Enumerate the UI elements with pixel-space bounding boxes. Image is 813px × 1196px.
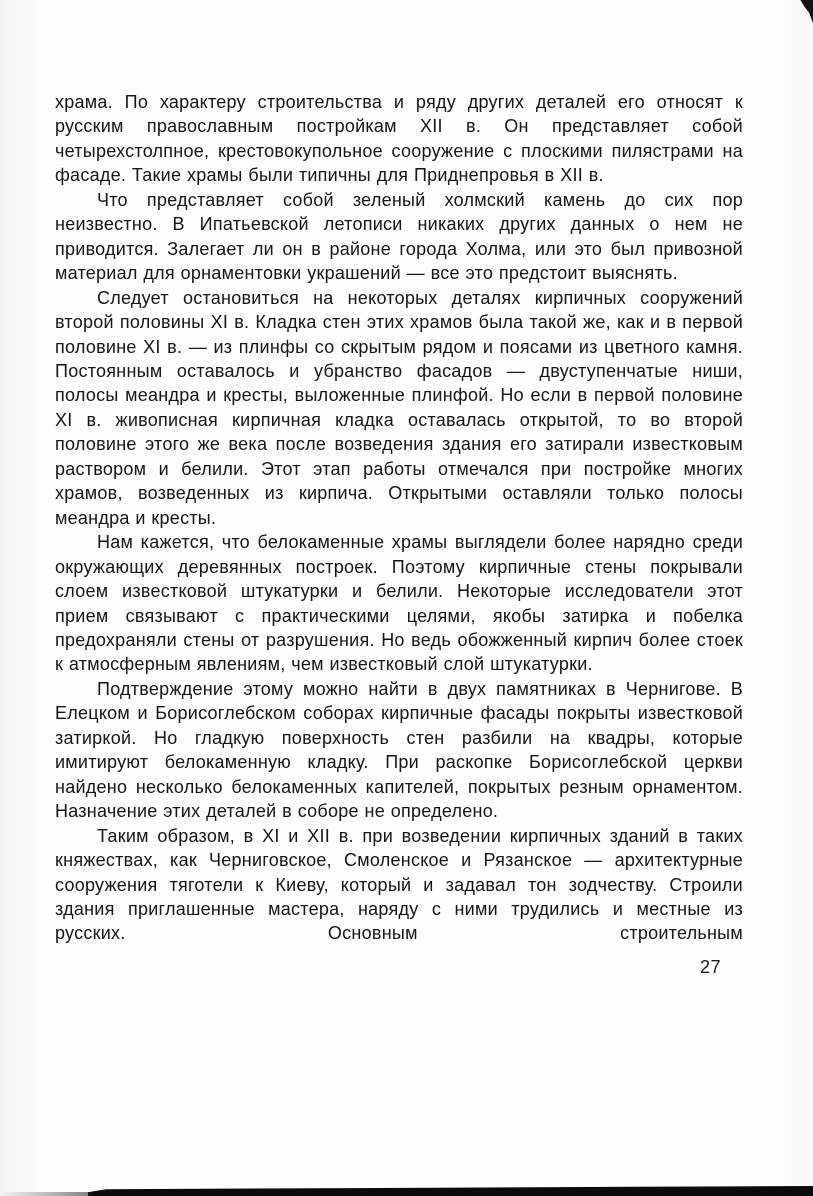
paragraph: Таким образом, в XI и XII в. при возведении кирпичных зданий в таких княжествах, как Черниговское, Смоленское и Рязанское — архитектурные сооружения тяготели к Киеву, который и задавал тон зодчеству. Строили здания приглашенные мастера, наряду с ними трудились и местные из русских. Основным строительным (55, 825, 743, 944)
paragraph: храма. По характеру строительства и ряду других деталей его относят к русским православным постройкам XII в. Он представляет собой четырехстолпное, крестовокупольное сооружение с плоскими пилястрами на фасаде. Такие храмы были типичны для Приднепровья в XII в. (55, 92, 743, 186)
paragraph: Нам кажется, что белокаменные храмы выглядели более нарядно среди окружающих деревянных построек. Поэтому кирпичные стены покрывали слоем известковой штукатурки и белили. Некоторые исследователи этот прием связывают с практическими целями, якобы затирка и побелка предохраняли стены от разрушения. Но ведь обожженный кирпич более стоек к атмосферным явлениям, чем известковый слой штукатурки. (55, 532, 743, 675)
text-block (55, 90, 743, 979)
scan-artifact-bottom-bar (88, 1186, 813, 1196)
scan-artifact-bottom-shadow (0, 1192, 92, 1196)
page-number: 27 (699, 956, 721, 977)
scan-artifact-corner-mark (795, 0, 813, 23)
paragraph: Следует остановиться на некоторых деталях кирпичных сооружений второй половины XI в. Кладка стен этих храмов была такой же, как и в первой половине XI в. — из плинфы со скрытым рядом и поясами из цветного камня. Постоянным оставалось и убранство фасадов — двуступенчатые ниши, полосы меандра и кресты, выложенные плинфой. Но если в первой половине XI в. живописная кирпичная кладка оставалась открытой, то во второй половине этого же века после возведения здания его затирали известковым раствором и белили. Этот этап работы отмечался при постройке многих храмов, возведенных из кирпича. Открытыми оставляли только полосы меандра и кресты. (55, 287, 743, 528)
paragraph: Подтверждение этому можно найти в двух памятниках в Чернигове. В Елецком и Борисоглебском соборах кирпичные фасады покрыты известковой затиркой. Но гладкую поверхность стен разбили на квадры, которые имитируют белокаменную кладку. При раскопке Борисоглебской церкви найдено несколько белокаменных капителей, покрытых резным орнаментом. Назначение этих деталей в соборе не определено. (55, 678, 743, 822)
paragraph: Что представляет собой зеленый холмский камень до сих пор неизвестно. В Ипатьевской летописи никаких других данных о нем не приводится. Залегает ли он в районе города Холма, или это был привозной материал для орнаментовки украшений — все это предстоит выяснять. (55, 189, 743, 284)
